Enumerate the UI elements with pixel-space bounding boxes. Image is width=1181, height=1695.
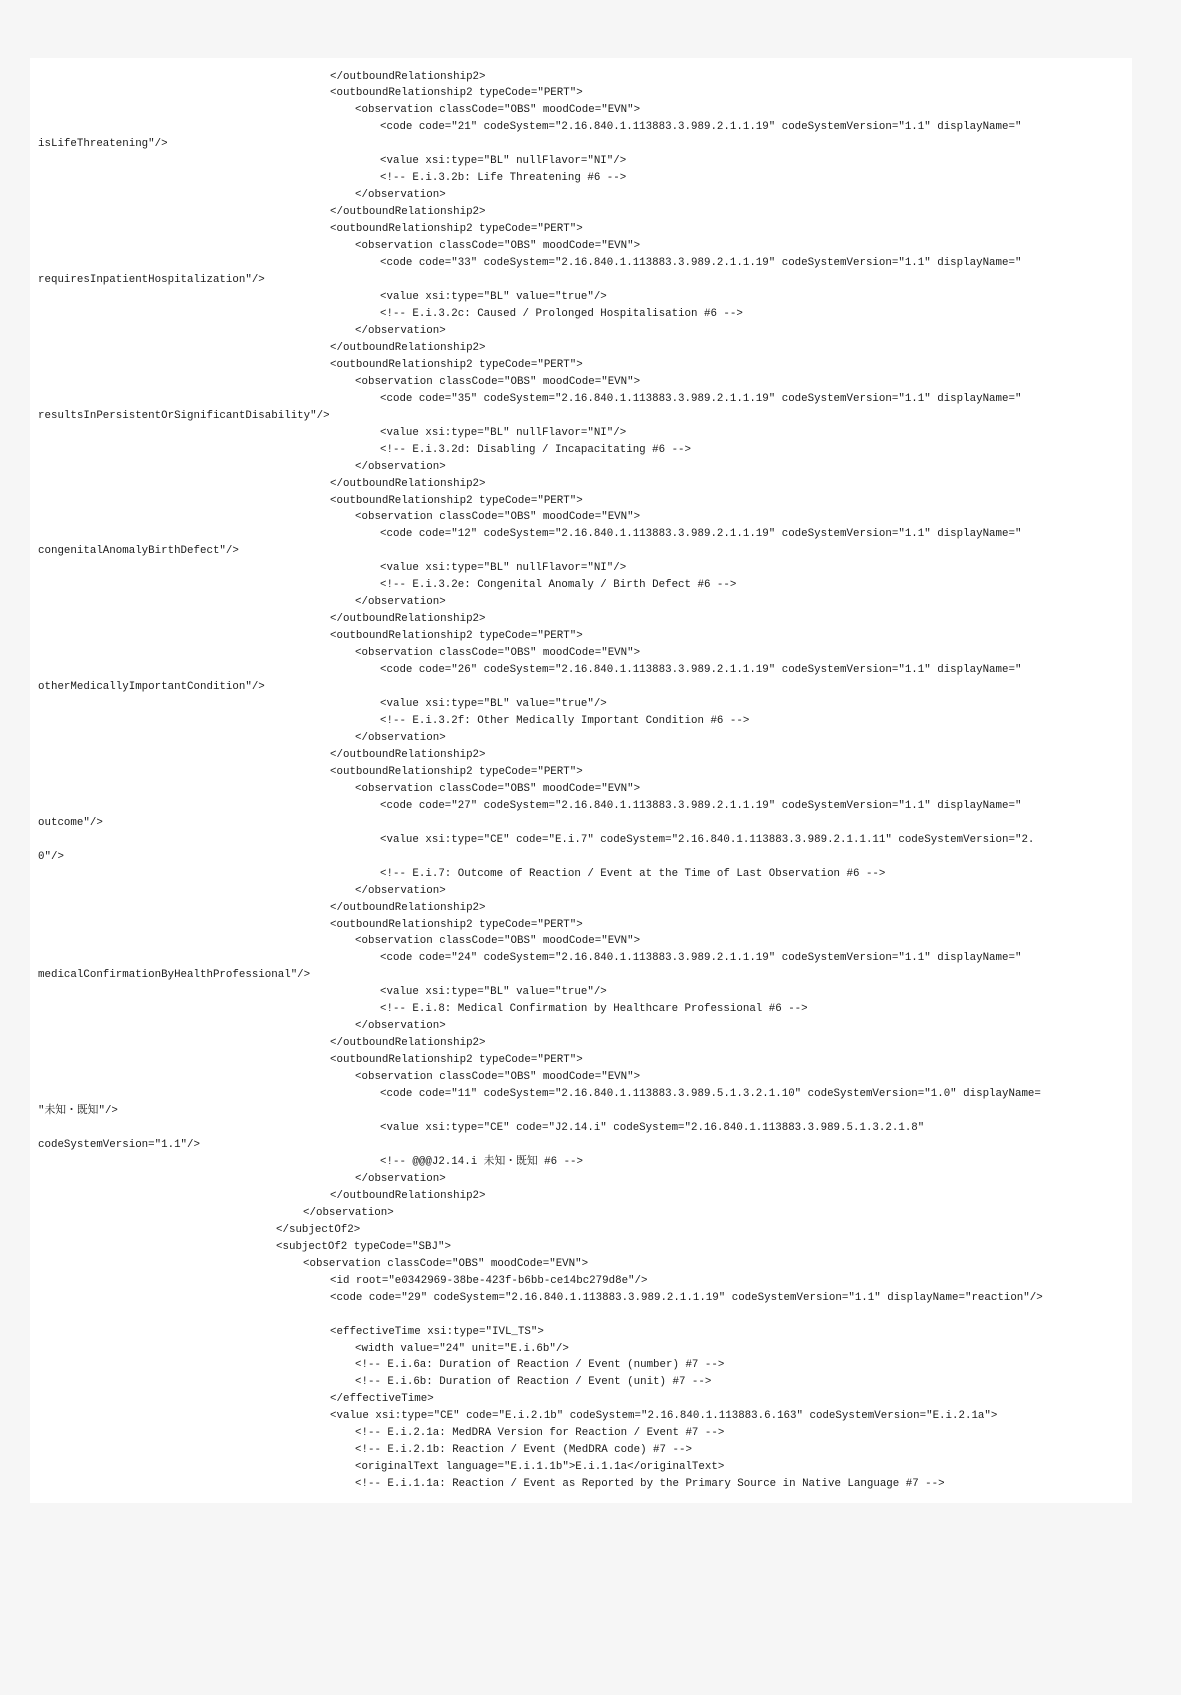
code-line: </observation>	[355, 460, 446, 473]
code-line: <id root="e0342969-38be-423f-b6bb-ce14bc279d8e"/>	[330, 1274, 648, 1287]
code-line: <observation classCode="OBS" moodCode="EVN">	[355, 375, 641, 388]
code-line: </observation>	[355, 731, 446, 744]
code-line: <code code="29" codeSystem="2.16.840.1.113883.3.989.2.1.1.19" codeSystemVersion="1.1" displayName="reaction"/>	[330, 1291, 1043, 1304]
code-line: <code code="21" codeSystem="2.16.840.1.113883.3.989.2.1.1.19" codeSystemVersion="1.1" displayName="	[380, 121, 1022, 134]
code-line: </outboundRelationship2>	[330, 1189, 486, 1202]
code-line: 0"/>	[38, 850, 64, 863]
code-line: codeSystemVersion="1.1"/>	[38, 1138, 200, 1151]
code-line: <code code="27" codeSystem="2.16.840.1.113883.3.989.2.1.1.19" codeSystemVersion="1.1" displayName="	[380, 799, 1022, 812]
code-line: <!-- E.i.2.1a: MedDRA Version for Reaction / Event #7 -->	[355, 1427, 725, 1440]
code-line: <originalText language="E.i.1.1b">E.i.1.1a</originalText>	[355, 1461, 725, 1474]
code-line: <!-- @@@J2.14.i 未知・既知 #6 -->	[380, 1155, 584, 1168]
code-line: </outboundRelationship2>	[330, 341, 486, 354]
code-line: <!-- E.i.3.2e: Congenital Anomaly / Birth Defect #6 -->	[380, 579, 737, 592]
code-line: <value xsi:type="BL" nullFlavor="NI"/>	[380, 426, 627, 439]
code-line: </outboundRelationship2>	[330, 206, 486, 219]
code-line: <value xsi:type="CE" code="J2.14.i" codeSystem="2.16.840.1.113883.3.989.5.1.3.2.1.8"	[380, 1122, 925, 1135]
code-line: <subjectOf2 typeCode="SBJ">	[276, 1240, 451, 1253]
code-line: <code code="12" codeSystem="2.16.840.1.113883.3.989.2.1.1.19" codeSystemVersion="1.1" displayName="	[380, 528, 1022, 541]
code-line: <outboundRelationship2 typeCode="PERT">	[330, 765, 583, 778]
code-line: </observation>	[355, 596, 446, 609]
code-line: <effectiveTime xsi:type="IVL_TS">	[330, 1325, 544, 1338]
code-line: </observation>	[355, 324, 446, 337]
code-line: "未知・既知"/>	[38, 1105, 118, 1118]
code-line: <!-- E.i.2.1b: Reaction / Event (MedDRA code) #7 -->	[355, 1444, 692, 1457]
code-line: <!-- E.i.3.2d: Disabling / Incapacitating #6 -->	[380, 443, 692, 456]
code-line: requiresInpatientHospitalization"/>	[38, 274, 265, 287]
code-line: <outboundRelationship2 typeCode="PERT">	[330, 918, 583, 931]
code-line: <value xsi:type="BL" value="true"/>	[380, 698, 607, 711]
code-line: <observation classCode="OBS" moodCode="EVN">	[303, 1257, 589, 1270]
code-line: <code code="26" codeSystem="2.16.840.1.113883.3.989.2.1.1.19" codeSystemVersion="1.1" displayName="	[380, 664, 1022, 677]
code-line: <code code="24" codeSystem="2.16.840.1.113883.3.989.2.1.1.19" codeSystemVersion="1.1" displayName="	[380, 952, 1022, 965]
code-line: </outboundRelationship2>	[330, 1037, 486, 1050]
code-line: <value xsi:type="BL" value="true"/>	[380, 986, 607, 999]
code-line: <observation classCode="OBS" moodCode="EVN">	[355, 935, 641, 948]
code-line: <!-- E.i.3.2c: Caused / Prolonged Hospitalisation #6 -->	[380, 307, 743, 320]
code-line: isLifeThreatening"/>	[38, 138, 168, 151]
code-line: <observation classCode="OBS" moodCode="EVN">	[355, 782, 641, 795]
code-line: <outboundRelationship2 typeCode="PERT">	[330, 494, 583, 507]
code-line: <!-- E.i.1.1a: Reaction / Event as Reported by the Primary Source in Native Language #7 -->	[355, 1478, 945, 1491]
code-line: <!-- E.i.6a: Duration of Reaction / Event (number) #7 -->	[355, 1359, 725, 1372]
code-line: <observation classCode="OBS" moodCode="EVN">	[355, 647, 641, 660]
code-line: <!-- E.i.3.2b: Life Threatening #6 -->	[380, 172, 627, 185]
code-line: resultsInPersistentOrSignificantDisability"/>	[38, 409, 330, 422]
code-line: <value xsi:type="BL" value="true"/>	[380, 290, 607, 303]
code-line: <observation classCode="OBS" moodCode="EVN">	[355, 511, 641, 524]
code-line: <value xsi:type="CE" code="E.i.7" codeSystem="2.16.840.1.113883.3.989.2.1.1.11" codeSystemVersion="2.	[380, 833, 1035, 846]
code-line: <code code="11" codeSystem="2.16.840.1.113883.3.989.5.1.3.2.1.10" codeSystemVersion="1.0" displayName=	[380, 1088, 1041, 1101]
code-line: <code code="35" codeSystem="2.16.840.1.113883.3.989.2.1.1.19" codeSystemVersion="1.1" displayName="	[380, 392, 1022, 405]
code-line: <outboundRelationship2 typeCode="PERT">	[330, 223, 583, 236]
code-line: <!-- E.i.8: Medical Confirmation by Healthcare Professional #6 -->	[380, 1003, 808, 1016]
code-line: </observation>	[355, 189, 446, 202]
code-line: <observation classCode="OBS" moodCode="EVN">	[355, 104, 641, 117]
code-line: </observation>	[355, 1020, 446, 1033]
code-line: <!-- E.i.7: Outcome of Reaction / Event at the Time of Last Observation #6 -->	[380, 867, 886, 880]
code-line: </outboundRelationship2>	[330, 70, 486, 83]
code-line: </effectiveTime>	[330, 1393, 434, 1406]
code-line: <observation classCode="OBS" moodCode="EVN">	[355, 1071, 641, 1084]
code-line: medicalConfirmationByHealthProfessional"/>	[38, 969, 311, 982]
code-line: <value xsi:type="CE" code="E.i.2.1b" codeSystem="2.16.840.1.113883.6.163" codeSystemVersion="E.i.2.1a">	[330, 1410, 998, 1423]
code-line: <value xsi:type="BL" nullFlavor="NI"/>	[380, 155, 627, 168]
code-line: </outboundRelationship2>	[330, 613, 486, 626]
code-line: </observation>	[355, 884, 446, 897]
code-line: </outboundRelationship2>	[330, 748, 486, 761]
code-line: <!-- E.i.3.2f: Other Medically Important Condition #6 -->	[380, 714, 750, 727]
code-line: <outboundRelationship2 typeCode="PERT">	[330, 1054, 583, 1067]
code-line: <observation classCode="OBS" moodCode="EVN">	[355, 240, 641, 253]
code-line: </outboundRelationship2>	[330, 477, 486, 490]
code-line: <code code="33" codeSystem="2.16.840.1.113883.3.989.2.1.1.19" codeSystemVersion="1.1" displayName="	[380, 257, 1022, 270]
code-line: </subjectOf2>	[276, 1223, 361, 1236]
code-line: <width value="24" unit="E.i.6b"/>	[355, 1342, 569, 1355]
code-line: <outboundRelationship2 typeCode="PERT">	[330, 87, 583, 100]
code-line: </observation>	[355, 1172, 446, 1185]
code-line: <!-- E.i.6b: Duration of Reaction / Event (unit) #7 -->	[355, 1376, 712, 1389]
code-line: congenitalAnomalyBirthDefect"/>	[38, 545, 239, 558]
code-line: <outboundRelationship2 typeCode="PERT">	[330, 630, 583, 643]
code-line: </observation>	[303, 1206, 394, 1219]
code-line: <value xsi:type="BL" nullFlavor="NI"/>	[380, 562, 627, 575]
code-line: outcome"/>	[38, 816, 103, 829]
code-line: <outboundRelationship2 typeCode="PERT">	[330, 358, 583, 371]
code-line: </outboundRelationship2>	[330, 901, 486, 914]
code-line: otherMedicallyImportantCondition"/>	[38, 681, 265, 694]
